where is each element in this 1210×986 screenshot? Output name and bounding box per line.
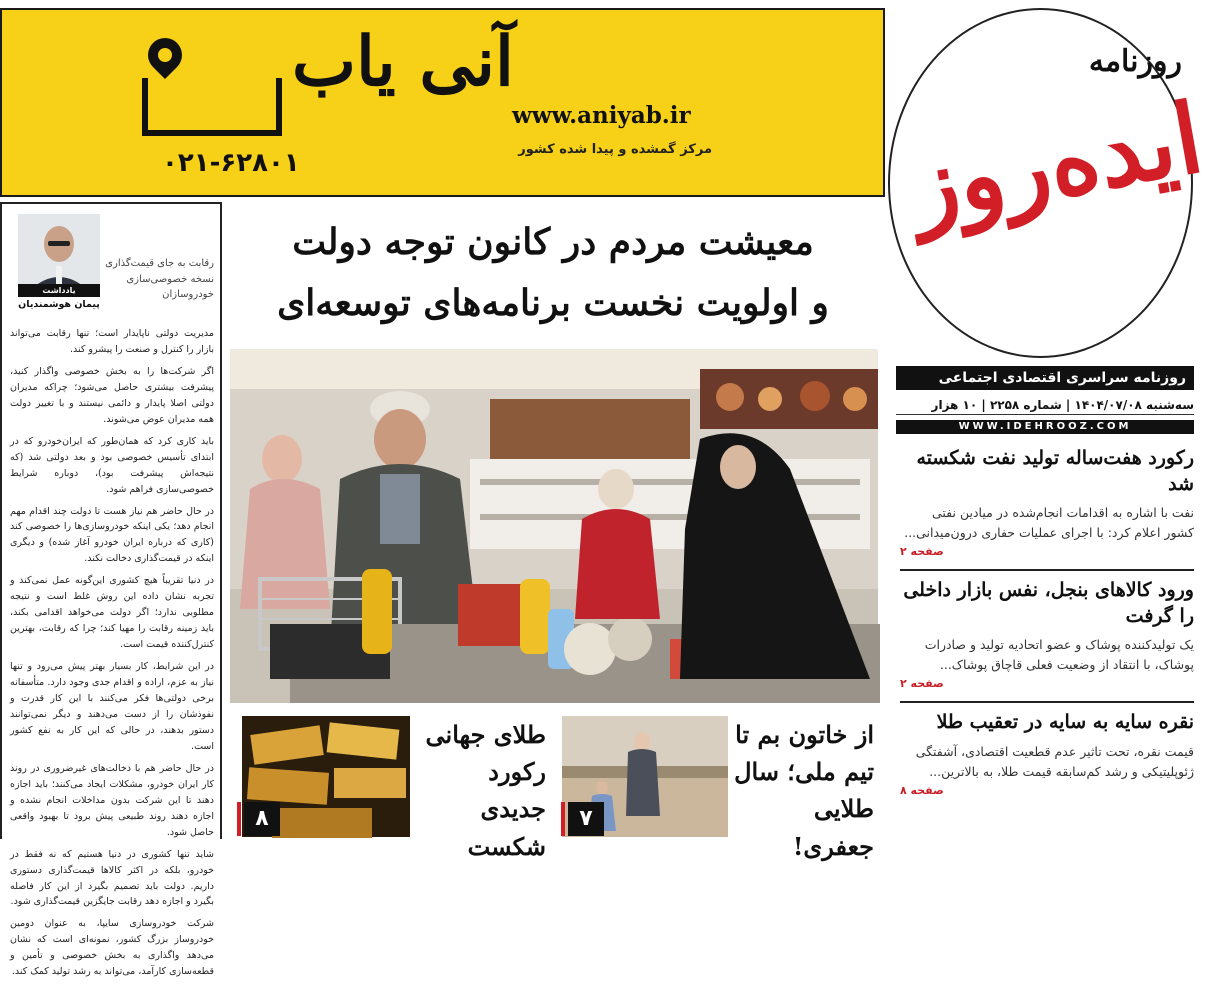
website-url[interactable]: WWW.IDEHROOZ.COM bbox=[896, 420, 1194, 434]
paragraph: شاید تنها کشوری در دنیا هستیم که نه فقط در خودرو، بلکه در اکثر کالاها قیمت‌گذاری دستوری داریم. دولت باید تصمیم بگیرد از این کار فاصله بگیرد و اجازه دهد رقابت جایگزین قیمت‌گذاری شود. bbox=[10, 848, 214, 908]
masthead-description: روزنامه سراسری اقتصادی اجتماعی bbox=[896, 366, 1194, 390]
ad-phone: ۰۲۱-۶۲۸۰۱ bbox=[162, 148, 300, 178]
masthead bbox=[888, 0, 1210, 362]
news-item[interactable] bbox=[900, 578, 1194, 690]
ad-tagline: مرکز گمشده و پیدا شده کشور bbox=[518, 142, 712, 157]
news-page-ref: صفحه ۲ bbox=[900, 677, 944, 691]
paragraph: باید کاری کرد که همان‌طور که ایران‌خودرو که در ابتدای تأسیس خصوصی بود و بعد دولتی شد (که نتیجه‌اش پیشرفت بود)، دوباره شرایط خصوصی‌سازی فراهم شود. bbox=[10, 435, 214, 495]
ad-brand: آنی یاب bbox=[292, 22, 514, 102]
author-avatar bbox=[18, 214, 100, 290]
editorial-column bbox=[0, 202, 222, 978]
editorial-kicker: رقابت به جای قیمت‌گذاری نسخه خصوصی‌سازی خودروسازان bbox=[105, 258, 214, 300]
divider bbox=[900, 569, 1194, 571]
news-title[interactable]: رکورد هفت‌ساله تولید نفت شکسته شد bbox=[916, 447, 1194, 495]
news-summary: نفت با اشاره به اقدامات انجام‌شده در میادین نفتی کشور اعلام کرد: با اجرای عملیات حفاری درون‌میدانی... bbox=[904, 505, 1194, 541]
paragraph: مدیریت دولتی ناپایدار است؛ تنها رقابت می‌تواند بازار را کنترل و صنعت را پیشرو کند. bbox=[10, 328, 214, 355]
teaser-title[interactable]: طلای جهانی رکورد جدیدی شکست bbox=[425, 720, 546, 861]
news-summary: یک تولیدکننده پوشاک و عضو اتحادیه تولید و صادرات پوشاک، با انتقاد از وضعیت فعلی قاچاق پوشاک... bbox=[924, 637, 1194, 673]
newspaper-logo: ایده‌روز bbox=[902, 81, 1210, 244]
ad-banner[interactable] bbox=[0, 8, 885, 197]
issue-info: سه‌شنبه ۱۴۰۴/۰۷/۰۸ | شماره ۲۲۵۸ | ۱۰ هزار bbox=[896, 395, 1194, 415]
logo-subtitle: روزنامه bbox=[1088, 44, 1182, 79]
news-page-ref: صفحه ۸ bbox=[900, 783, 944, 797]
paragraph: در حال حاضر هم نیاز هست تا دولت چند اقدام مهم انجام دهد؛ یکی اینکه خودروسازی‌ها را خصوصی کند (کاری که درباره ایران خودرو آغاز شده) و دیگری اینکه در قیمت‌گذاری دخالت نکند. bbox=[10, 505, 214, 565]
news-summary: قیمت نقره، تحت تاثیر عدم قطعیت اقتصادی، آشفتگی ژئوپلیتیکی و رشد کم‌سابقه قیمت طلا، به بالاترین... bbox=[915, 743, 1194, 779]
ad-url[interactable]: www.aniyab.ir bbox=[512, 102, 691, 129]
news-title[interactable]: نقره سایه به سایه در تعقیب طلا bbox=[936, 711, 1194, 733]
paragraph: در حال حاضر هم با دخالت‌های غیرضروری در روند کار ایران خودرو، مشکلات ایجاد می‌کنند؛ باید اجازه دهند تا این شرکت بدون مداخلات انجام نشده و اجازه دهند روند طبیعی پیش برود تا بهبود واقعی حاصل شود. bbox=[10, 762, 214, 838]
paragraph: اگر شرکت‌ها را به بخش خصوصی واگذار کنید، پیشرفت بیشتری حاصل می‌شود؛ چراکه مدیران دولتی اصلا پایدار و دائمی نیستند و با تغییر دولت همه مدیران عوض می‌شوند. bbox=[10, 365, 214, 425]
author-name: پیمان هوشمندیان bbox=[18, 299, 100, 310]
teaser-page-badge: ۷ bbox=[568, 802, 604, 836]
paragraph: شرکت خودروسازی سایپا، به عنوان دومین خودروساز بزرگ کشور، نمونه‌ای است که نشان می‌دهد واگذاری به بخش خصوصی و تأمین و قطعه‌سازی کارآمد، می‌تواند به رشد تولید کمک کند. bbox=[10, 918, 214, 978]
paragraph: در دنیا تقریباً هیچ کشوری این‌گونه عمل نمی‌کند و تجربه نشان داده این روش غلط است و نتیجه مطلوبی ندارد؛ اگر دولت می‌خواهد اقدامی بکند، باید زمینه رقابت را مهیا کند؛ چرا که رقابت، بهترین کنترل‌کننده قیمت است. bbox=[10, 575, 214, 651]
news-item[interactable] bbox=[900, 710, 1194, 797]
teaser-title[interactable]: از خاتون بم تا تیم ملی؛ سال طلایی جعفری! bbox=[734, 720, 874, 861]
teaser-sport[interactable] bbox=[562, 716, 878, 861]
main-headline[interactable] bbox=[228, 212, 878, 334]
location-pin-icon bbox=[141, 31, 189, 79]
teaser-gold[interactable] bbox=[230, 716, 550, 861]
editorial-body bbox=[10, 326, 214, 986]
news-page-ref: صفحه ۲ bbox=[900, 545, 944, 559]
section-label: یادداشت bbox=[18, 284, 100, 297]
ad-bracket-decoration bbox=[142, 78, 282, 136]
paragraph: در این شرایط، کار بسیار بهتر پیش می‌رود و تنها نیاز به عزم، اراده و اقدام جدی وجود دارد. متأسفانه برخی دولتی‌ها فکر می‌کنند با این کار قدرت و نفوذشان را از دست می‌دهند و دیگر نمی‌توانند دستور بدهند، در حالی که این کار به نفع کشور است. bbox=[10, 661, 214, 752]
teaser-page-badge: ۸ bbox=[244, 802, 280, 836]
main-photo bbox=[230, 349, 878, 703]
news-item[interactable] bbox=[900, 446, 1194, 558]
headline-line-1: معیشت مردم در کانون توجه دولت bbox=[292, 221, 814, 263]
news-title[interactable]: ورود کالاهای بنجل، نفس بازار داخلی را گرفت bbox=[903, 579, 1194, 627]
divider bbox=[900, 701, 1194, 703]
headline-line-2: و اولویت نخست برنامه‌های توسعه‌ای bbox=[277, 282, 829, 325]
